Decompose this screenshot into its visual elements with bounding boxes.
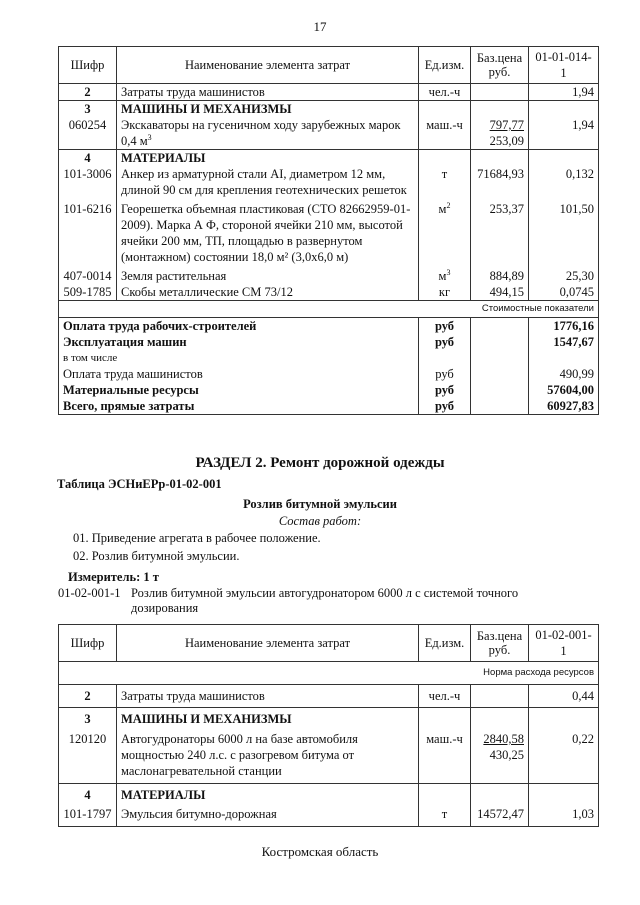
summary-label: Оплата труда рабочих-строителей (59, 318, 419, 335)
summary-value (529, 350, 599, 366)
header-name: Наименование элемента затрат (117, 47, 419, 84)
table-row (59, 117, 599, 150)
row-name: Эмульсия битумно-дорожная (117, 803, 419, 827)
summary-unit: руб (419, 398, 471, 415)
row-price (471, 84, 529, 101)
summary-value: 57604,00 (529, 382, 599, 398)
rate-description: Розлив битумной эмульсии автогудронатором 6000 л с системой точного дозирования (131, 586, 519, 615)
rate-code: 01-02-001-1 (58, 586, 121, 600)
row-price: 884,89 (471, 265, 529, 284)
section-title: РАЗДЕЛ 2. Ремонт дорожной одежды (195, 455, 445, 471)
header-name: Наименование элемента затрат (117, 625, 419, 662)
group-code: 4 (59, 150, 117, 167)
row-value: 0,132 (529, 166, 599, 198)
cost-table-2 (58, 624, 599, 827)
row-price: 71684,93 (471, 166, 529, 198)
header-rate: 01-01-014-1 (529, 47, 599, 84)
page-number: 17 (313, 19, 327, 34)
header-price: Баз.цена руб. (471, 47, 529, 84)
row-name: Затраты труда машинистов (117, 685, 419, 708)
header-unit: Ед.изм. (419, 47, 471, 84)
summary-row (59, 318, 599, 335)
row-name: Анкер из арматурной стали AI, диаметром 12 мм, длиной 90 см для крепления геотехнических решеток (117, 166, 419, 198)
table-row (59, 265, 599, 284)
header-code: Шифр (59, 47, 117, 84)
row-unit: $м^3$ (419, 265, 471, 284)
row-unit: т (419, 166, 471, 198)
work-item: 01. Приведение агрегата в рабочее положение. (73, 531, 321, 545)
header-price: Баз.цена руб. (471, 625, 529, 662)
resource-norm-caption: Норма расхода ресурсов (59, 662, 599, 685)
row-price: 14572,47 (471, 803, 529, 827)
row-code: 407-0014 (59, 265, 117, 284)
meter: Измеритель: 1 т (68, 570, 159, 584)
group-name: МАТЕРИАЛЫ (117, 150, 419, 167)
row-unit: т (419, 803, 471, 827)
row-name: Экскаваторы на гусеничном ходу зарубежных марок 0,4 $м^3$ (117, 117, 419, 150)
group-code: 3 (59, 708, 117, 728)
summary-value: 60927,83 (529, 398, 599, 415)
summary-unit: руб (419, 334, 471, 350)
row-name: Георешетка объемная пластиковая (СТО 82662959-01-2009). Марка А Ф, стороной ячейки 210 мм, высотой ячейки 200 мм, ТП, площадью в развернутом (монтажном) состоянии 18,0 м² (3,0х6,0 м) (117, 198, 419, 265)
row-value: 25,30 (529, 265, 599, 284)
cost-indicators-caption: Стоимостные показатели (59, 301, 599, 318)
group-code: 4 (59, 784, 117, 804)
group-row (59, 101, 599, 118)
summary-label: Оплата труда машинистов (59, 366, 419, 382)
row-code: 101-3006 (59, 166, 117, 198)
row-code: 060254 (59, 117, 117, 150)
group-row (59, 784, 599, 804)
caption-row (59, 301, 599, 318)
table-row (59, 84, 599, 101)
group-name: МАШИНЫ И МЕХАНИЗМЫ (117, 708, 419, 728)
summary-label: в том числе (59, 350, 419, 366)
summary-row (59, 350, 599, 366)
row-price: 2840,58 430,25 (471, 727, 529, 784)
row-code: 101-6216 (59, 198, 117, 265)
table-row (59, 685, 599, 708)
cost-table-1 (58, 46, 599, 415)
header-unit: Ед.изм. (419, 625, 471, 662)
table-row (59, 727, 599, 784)
row-price: 494,15 (471, 284, 529, 301)
summary-row (59, 366, 599, 382)
work-item: 02. Розлив битумной эмульсии. (73, 549, 240, 563)
group-row (59, 708, 599, 728)
row-code: 101-1797 (59, 803, 117, 827)
row-value: 0,0745 (529, 284, 599, 301)
row-code: 2 (59, 84, 117, 101)
page-footer: Костромская область (261, 844, 379, 859)
row-value: 0,44 (529, 685, 599, 708)
group-name: МАТЕРИАЛЫ (117, 784, 419, 804)
summary-unit: руб (419, 382, 471, 398)
summary-row (59, 398, 599, 415)
row-unit: $м^2$ (419, 198, 471, 265)
table-row (59, 803, 599, 827)
table-id: Таблица ЭСНиЕРр-01-02-001 (57, 477, 222, 491)
summary-value: 1776,16 (529, 318, 599, 335)
summary-unit (419, 350, 471, 366)
row-code: 509-1785 (59, 284, 117, 301)
row-name: Скобы металлические СМ 73/12 (117, 284, 419, 301)
summary-value: 1547,67 (529, 334, 599, 350)
summary-label: Материальные ресурсы (59, 382, 419, 398)
table-row (59, 198, 599, 265)
summary-label: Всего, прямые затраты (59, 398, 419, 415)
summary-value: 490,99 (529, 366, 599, 382)
row-name: Автогудронаторы 6000 л на базе автомобиля мощностью 240 л.с. с разогревом битума от маслонагревательной станции (117, 727, 419, 784)
row-unit: маш.-ч (419, 117, 471, 150)
group-code: 3 (59, 101, 117, 118)
row-value: 1,94 (529, 84, 599, 101)
row-unit: маш.-ч (419, 727, 471, 784)
row-price: 253,37 (471, 198, 529, 265)
header-rate: 01-02-001-1 (529, 625, 599, 662)
summary-unit: руб (419, 318, 471, 335)
summary-row (59, 334, 599, 350)
group-row (59, 150, 599, 167)
summary-label: Эксплуатация машин (59, 334, 419, 350)
works-title: Состав работ: (278, 514, 362, 528)
group-name: МАШИНЫ И МЕХАНИЗМЫ (117, 101, 419, 118)
row-unit: чел.-ч (419, 685, 471, 708)
caption-row (59, 662, 599, 685)
row-value: 1,03 (529, 803, 599, 827)
row-code: 120120 (59, 727, 117, 784)
row-name: Затраты труда машинистов (117, 84, 419, 101)
row-unit: кг (419, 284, 471, 301)
row-name: Земля растительная (117, 265, 419, 284)
table-row (59, 166, 599, 198)
row-price (471, 685, 529, 708)
row-unit: чел.-ч (419, 84, 471, 101)
row-price: 797,77 253,09 (471, 117, 529, 150)
row-code: 2 (59, 685, 117, 708)
row-value: 1,94 (529, 117, 599, 150)
row-value: 101,50 (529, 198, 599, 265)
table-row (59, 284, 599, 301)
row-value: 0,22 (529, 727, 599, 784)
summary-unit: руб (419, 366, 471, 382)
table-header-row (59, 625, 599, 662)
header-code: Шифр (59, 625, 117, 662)
summary-row (59, 382, 599, 398)
table-header-row (59, 47, 599, 84)
table-subtitle: Розлив битумной эмульсии (243, 497, 397, 511)
